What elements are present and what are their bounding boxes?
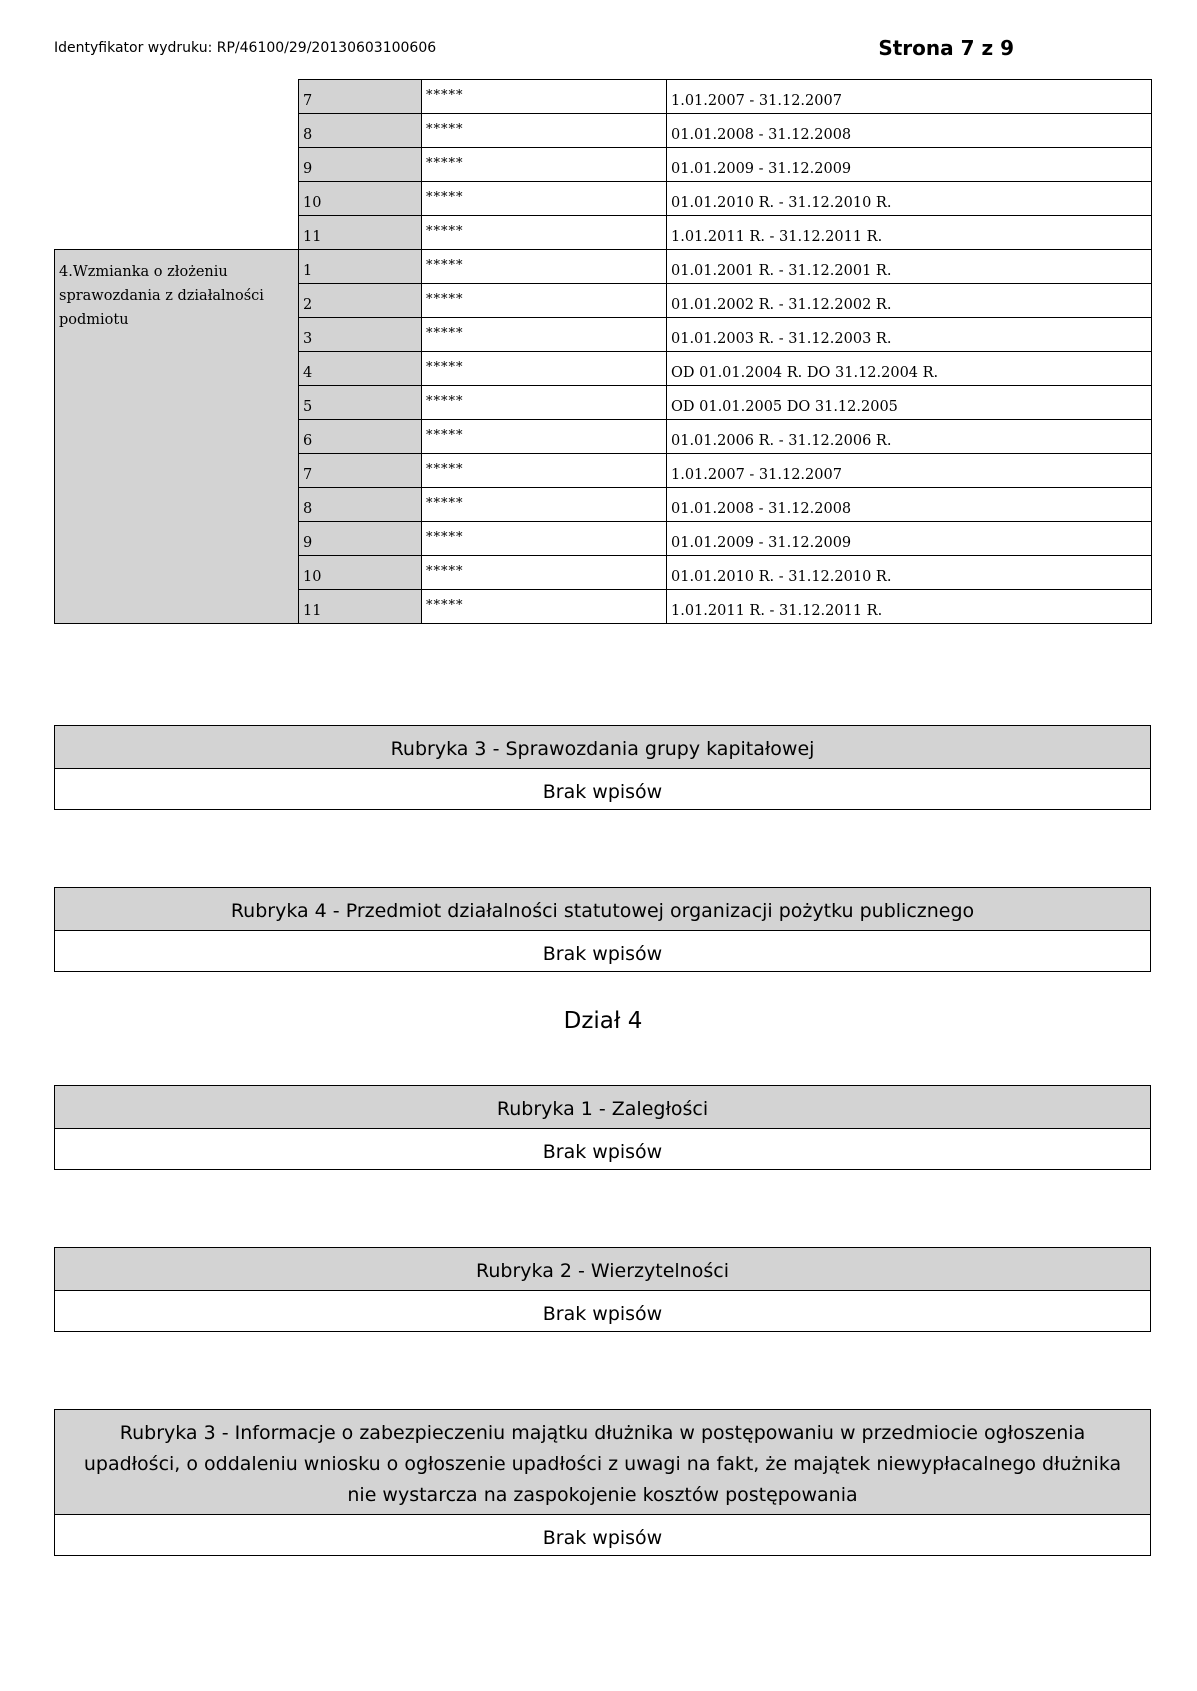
masked-value: ***** [422, 216, 667, 250]
row-number: 11 [299, 216, 422, 250]
row-number: 2 [299, 284, 422, 318]
rubryka-body: Brak wpisów [542, 1303, 663, 1325]
rubryka-body: Brak wpisów [542, 781, 663, 803]
table-row [55, 80, 1152, 114]
masked-value: ***** [422, 454, 667, 488]
masked-value: ***** [422, 182, 667, 216]
rubryka-title: Rubryka 3 - Informacje o zabezpieczeniu majątku dłużnika w postępowaniu w przedmiocie ogłoszenia upadłości, o oddaleniu wniosku o ogłoszenie upadłości z uwagi na fakt, że majątek niewypłacalnego dłużnika nie wystarcza na zaspokojenie kosztów postępowania [55, 1410, 1150, 1515]
row-number: 7 [299, 80, 422, 114]
rubryka-title: Rubryka 1 - Zaległości [55, 1086, 1150, 1129]
rubryka-body: Brak wpisów [542, 1527, 663, 1549]
period-value: 01.01.2010 R. - 31.12.2010 R. [667, 182, 1152, 216]
period-value: 01.01.2001 R. - 31.12.2001 R. [667, 250, 1152, 284]
period-value: 01.01.2002 R. - 31.12.2002 R. [667, 284, 1152, 318]
rubryka-wierzytelnosci [54, 1247, 1151, 1332]
masked-value: ***** [422, 148, 667, 182]
period-value: 1.01.2011 R. - 31.12.2011 R. [667, 590, 1152, 624]
row-number: 9 [299, 148, 422, 182]
rubryka-title: Rubryka 4 - Przedmiot działalności statutowej organizacji pożytku publicznego [55, 888, 1150, 931]
period-value: OD 01.01.2005 DO 31.12.2005 [667, 386, 1152, 420]
row-number: 8 [299, 488, 422, 522]
section-label: 4.Wzmianka o złożeniu sprawozdania z działalności podmiotu [55, 250, 299, 624]
rubryka-body: Brak wpisów [542, 1141, 663, 1163]
masked-value: ***** [422, 556, 667, 590]
row-number: 6 [299, 420, 422, 454]
period-value: 01.01.2008 - 31.12.2008 [667, 114, 1152, 148]
masked-value: ***** [422, 420, 667, 454]
period-value: 01.01.2003 R. - 31.12.2003 R. [667, 318, 1152, 352]
period-value: 01.01.2006 R. - 31.12.2006 R. [667, 420, 1152, 454]
period-value: 1.01.2007 - 31.12.2007 [667, 80, 1152, 114]
masked-value: ***** [422, 590, 667, 624]
masked-value: ***** [422, 386, 667, 420]
masked-value: ***** [422, 114, 667, 148]
row-number: 11 [299, 590, 422, 624]
row-number: 5 [299, 386, 422, 420]
period-value: OD 01.01.2004 R. DO 31.12.2004 R. [667, 352, 1152, 386]
row-number: 7 [299, 454, 422, 488]
period-value: 1.01.2011 R. - 31.12.2011 R. [667, 216, 1152, 250]
row-number: 3 [299, 318, 422, 352]
period-value: 1.01.2007 - 31.12.2007 [667, 454, 1152, 488]
rubryka-sprawozdania-grupy [54, 725, 1151, 810]
masked-value: ***** [422, 318, 667, 352]
period-value: 01.01.2008 - 31.12.2008 [667, 488, 1152, 522]
section-heading: Dział 4 [563, 1008, 643, 1034]
row-number: 8 [299, 114, 422, 148]
rubryka-body: Brak wpisów [542, 943, 663, 965]
entries-table [54, 79, 1152, 624]
period-value: 01.01.2010 R. - 31.12.2010 R. [667, 556, 1152, 590]
row-number: 9 [299, 522, 422, 556]
rubryka-zabezpieczenie-majatku [54, 1409, 1151, 1556]
period-value: 01.01.2009 - 31.12.2009 [667, 522, 1152, 556]
print-identifier: Identyfikator wydruku: RP/46100/29/20130603100606 [54, 40, 437, 56]
masked-value: ***** [422, 284, 667, 318]
masked-value: ***** [422, 250, 667, 284]
period-value: 01.01.2009 - 31.12.2009 [667, 148, 1152, 182]
rubryka-title: Rubryka 2 - Wierzytelności [55, 1248, 1150, 1291]
rubryka-zaleglosci [54, 1085, 1151, 1170]
row-number: 10 [299, 556, 422, 590]
row-number: 1 [299, 250, 422, 284]
masked-value: ***** [422, 352, 667, 386]
empty-label-cell [55, 80, 299, 250]
row-number: 4 [299, 352, 422, 386]
page-number: Strona 7 z 9 [878, 36, 1014, 60]
table-row [55, 250, 1152, 284]
rubryka-przedmiot-dzialalnosci [54, 887, 1151, 972]
row-number: 10 [299, 182, 422, 216]
masked-value: ***** [422, 522, 667, 556]
masked-value: ***** [422, 488, 667, 522]
masked-value: ***** [422, 80, 667, 114]
rubryka-title: Rubryka 3 - Sprawozdania grupy kapitałowej [55, 726, 1150, 769]
